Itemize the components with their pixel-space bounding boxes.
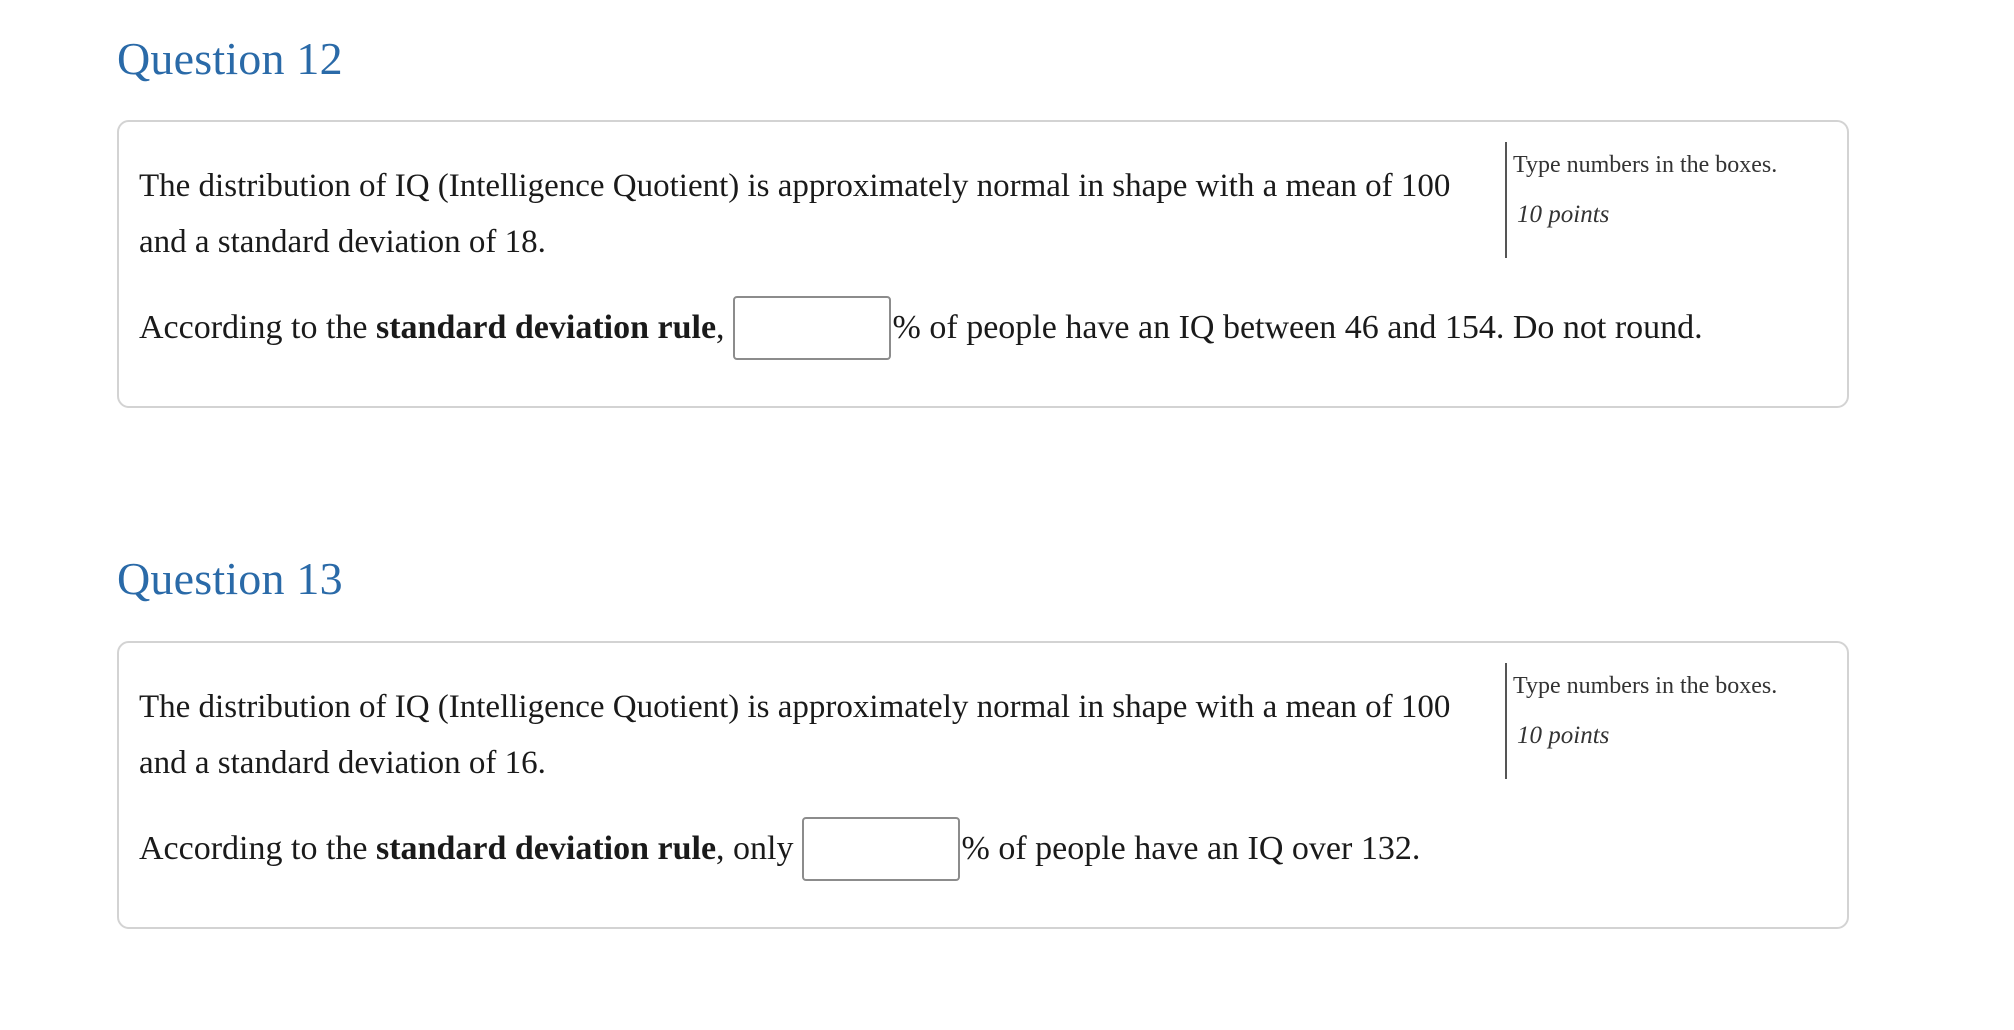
question-13-card (117, 641, 1849, 929)
question-12-instruction: Type numbers in the boxes. (1513, 152, 1778, 178)
question-13-meta (1505, 663, 1777, 779)
question-12-title: Question 12 (117, 33, 343, 84)
question-12-card (117, 120, 1849, 408)
question-12-points: 10 points (1517, 201, 1610, 228)
question-13-prompt-after-bold: , only (716, 830, 794, 867)
question-13-title: Question 13 (117, 553, 343, 604)
question-13-answer-input[interactable] (802, 817, 960, 881)
question-13-stem: The distribution of IQ (Intelligence Quotient) is approximately normal in shape with a mean of 100 and a standard deviation of 16. (139, 689, 1451, 781)
question-12-answer-input[interactable] (733, 296, 891, 360)
question-12-prompt-after-bold: , (716, 309, 725, 346)
question-13-prompt-before: According to the (139, 830, 376, 867)
question-12-prompt-before: According to the (139, 309, 376, 346)
question-12-prompt (139, 296, 1703, 360)
question-13-prompt-bold: standard deviation rule (376, 830, 717, 867)
question-12-meta (1505, 142, 1777, 258)
question-13-prompt-after-box: % of people have an IQ over 132. (961, 830, 1421, 867)
question-12-stem: The distribution of IQ (Intelligence Quotient) is approximately normal in shape with a mean of 100 and a standard deviation of 18. (139, 168, 1451, 260)
question-13-instruction: Type numbers in the boxes. (1513, 673, 1778, 699)
question-12-prompt-bold: standard deviation rule (376, 309, 717, 346)
question-13-prompt (139, 817, 1420, 881)
question-13-points: 10 points (1517, 722, 1610, 749)
question-12-prompt-after-box: % of people have an IQ between 46 and 154. Do not round. (892, 309, 1703, 346)
